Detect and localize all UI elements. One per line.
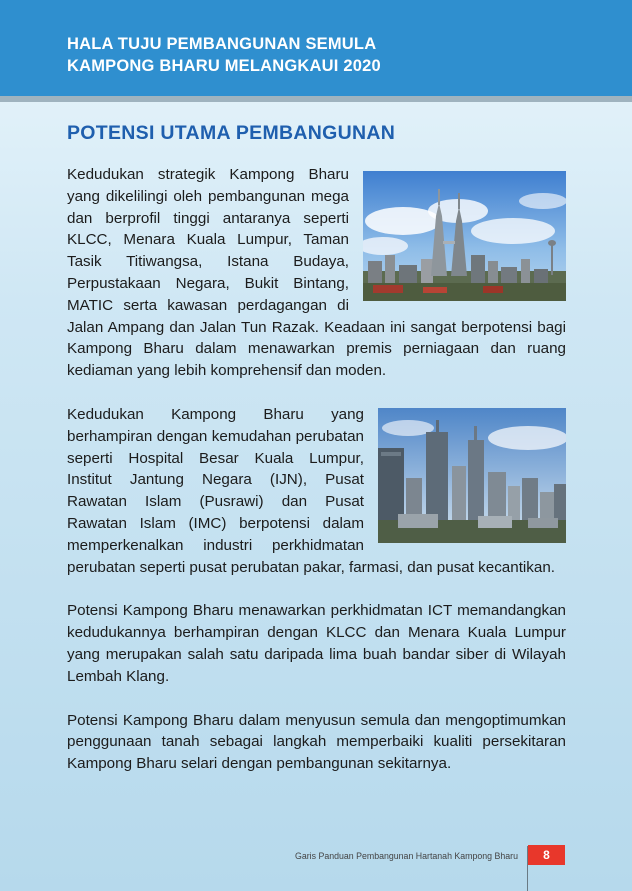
paragraph-4: Potensi Kampong Bharu dalam menyusun semula dan mengoptimumkan penggunaan tanah sebagai langkah memperbaiki kualiti persekitaran Kampong Bharu selari dengan pembangunan sekitarnya. (67, 711, 566, 773)
page-header (0, 0, 632, 96)
footer-guide-title: Garis Panduan Pembangunan Hartanah Kampong Bharu (294, 851, 518, 861)
medical-district-photo (378, 408, 566, 543)
klcc-skyline-photo (363, 171, 566, 301)
section-title: POTENSI UTAMA PEMBANGUNAN (67, 122, 396, 144)
content-body (67, 164, 566, 797)
header-title-line1: HALA TUJU PEMBANGUNAN SEMULA (67, 35, 377, 53)
header-title (67, 33, 587, 77)
header-divider (0, 96, 632, 102)
paragraph-3: Potensi Kampong Bharu menawarkan perkhidmatan ICT memandangkan kedudukannya berhampiran dengan KLCC dan Menara Kuala Lumpur yang merupakan salah satu daripada lima buah bandar siber di Wilayah Lembah Klang. (67, 602, 566, 685)
page-number: 8 (528, 845, 565, 865)
header-title-line2: KAMPONG BHARU MELANGKAUI 2020 (67, 57, 381, 75)
paragraph-2: Kedudukan Kampong Bharu yang berhampiran dengan kemudahan perubatan seperti Hospital Besar Kuala Lumpur, Institut Jantung Negara (IJN), Pusat Rawatan Islam (Pusrawi) dan Pusat Rawatan Islam (IMC) berpotensi dalam memperkenalkan industri perkhidmatan perubatan seperti pusat perubatan pakar, farmasi, dan pusat kecantikan. (67, 405, 556, 576)
paragraph-1: Kedudukan strategik Kampong Bharu yang dikelilingi oleh pembangunan mega dan berprofil tinggi antaranya seperti KLCC, Menara Kuala Lumpur, Taman Tasik Titiwangsa, Istana Budaya, Perpustakaan Negara, Bukit Bintang, MATIC serta kawasan perdagangan di Jalan Ampang dan Jalan Tun Razak. Keadaan ini sangat berpotensi bagi Kampong Bharu dalam menawarkan premis perniagaan dan ruang kediaman yang lebih komprehensif dan moden. (67, 166, 566, 380)
